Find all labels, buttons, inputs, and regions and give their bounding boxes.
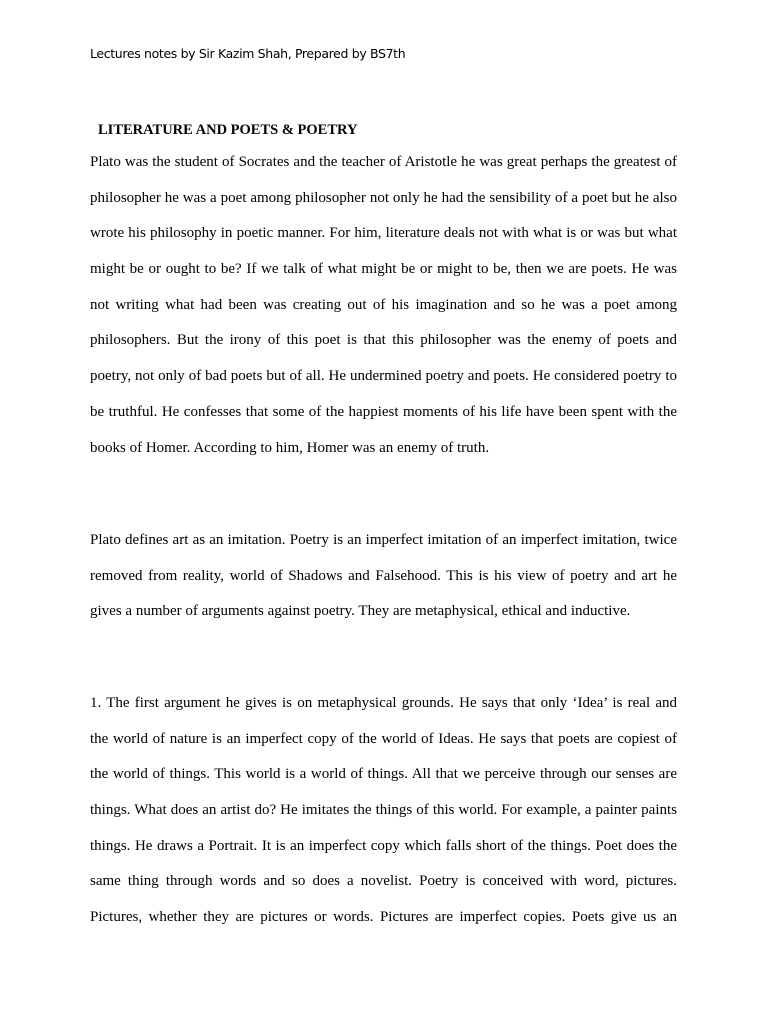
paragraph-line: removed from reality, world of Shadows and Falsehood. This is his view of poetry and art he — [90, 567, 677, 584]
paragraph-line: Pictures, whether they are pictures or words. Pictures are imperfect copies. Poets give us an — [90, 909, 677, 926]
paragraph-line: same thing through words and so does a novelist. Poetry is conceived with word, pictures. — [90, 873, 677, 890]
paragraph-line: 1. The first argument he gives is on metaphysical grounds. He says that only ‘Idea’ is real and — [90, 695, 677, 711]
paragraph-line: gives a number of arguments against poetry. They are metaphysical, ethical and inductive. — [90, 603, 631, 620]
paragraph-line: might be or ought to be? If we talk of what might be or might to be, then we are poets. He was — [90, 261, 677, 278]
paragraph-1 — [90, 152, 677, 473]
paragraph-2 — [90, 530, 677, 637]
paragraph-line: be truthful. He confesses that some of the happiest moments of his life have been spent with the — [90, 403, 677, 420]
paragraph-line: the world of nature is an imperfect copy of the world of Ideas. He says that poets are copiest of — [90, 730, 677, 747]
paragraph-line: wrote his philosophy in poetic manner. For him, literature deals not with what is or was but what — [90, 225, 677, 242]
paragraph-line: Plato was the student of Socrates and the teacher of Aristotle he was great perhaps the greatest of — [90, 154, 677, 170]
paragraph-line: the world of things. This world is a world of things. All that we perceive through our senses are — [90, 766, 677, 783]
page-header: Lectures notes by Sir Kazim Shah, Prepared by BS7th — [90, 46, 406, 61]
paragraph-line: Plato defines art as an imitation. Poetry is an imperfect imitation of an imperfect imitation, twice — [90, 532, 677, 548]
paragraph-line: poetry, not only of bad poets but of all. He undermined poetry and poets. He considered poetry to — [90, 368, 677, 385]
paragraph-line: things. He draws a Portrait. It is an imperfect copy which falls short of the things. Poet does the — [90, 837, 677, 854]
paragraph-line: philosophers. But the irony of this poet is that this philosopher was the enemy of poets and — [90, 332, 677, 349]
document-title: LITERATURE AND POETS & POETRY — [98, 122, 358, 138]
paragraph-3 — [90, 693, 677, 943]
paragraph-line: books of Homer. According to him, Homer was an enemy of truth. — [90, 439, 490, 456]
paragraph-line: not writing what had been was creating out of his imagination and so he was a poet among — [90, 296, 677, 313]
paragraph-line: things. What does an artist do? He imitates the things of this world. For example, a painter paints — [90, 802, 677, 819]
paragraph-line: philosopher he was a poet among philosopher not only he had the sensibility of a poet but he also — [90, 189, 677, 206]
